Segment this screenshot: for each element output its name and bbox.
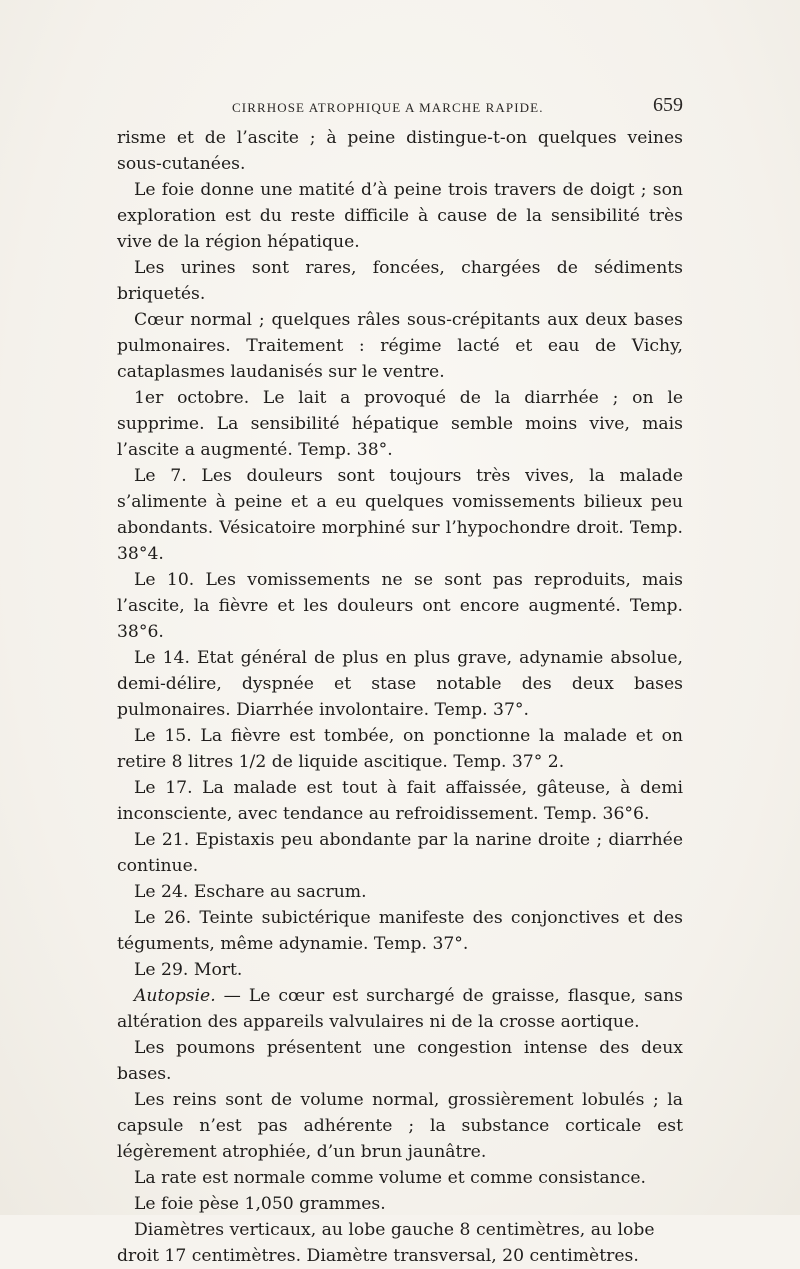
paragraph-le-7: Le 7. Les douleurs sont toujours très vives, la malade s’alimente à peine et a eu quelques vomissements bilieux peu abondants. Vésicatoire morphiné sur l’hypochondre droit. Temp. 38°4. bbox=[117, 466, 683, 564]
paragraph-le-17: Le 17. La malade est tout à fait affaissée, gâteuse, à demi inconsciente, avec tendance au refroidissement. Temp. 36°6. bbox=[117, 778, 683, 824]
paragraph-foie-matite: Le foie donne une matité d’à peine trois travers de doigt ; son exploration est du reste difficile à cause de la sensibilité très vive de la région hépatique. bbox=[117, 180, 683, 252]
paragraph-urines: Les urines sont rares, foncées, chargées de sédiments briquetés. bbox=[117, 258, 683, 304]
paragraph-foie-poids: Le foie pèse 1,050 grammes. bbox=[134, 1194, 386, 1214]
paragraph-reins: Les reins sont de volume normal, grossièrement lobulés ; la capsule n’est pas adhérente ; la substance corticale est légèrement atrophiée, d’un brun jaunâtre. bbox=[117, 1090, 683, 1162]
paragraph-le-14: Le 14. Etat général de plus en plus grave, adynamie absolue, demi-délire, dyspnée et stase notable des deux bases pulmonaires. Diarrhée involontaire. Temp. 37°. bbox=[117, 648, 683, 720]
paragraph-1er-octobre: 1er octobre. Le lait a provoqué de la diarrhée ; on le supprime. La sensibilité hépatique semble moins vive, mais l’ascite a augmenté. Temp. 38°. bbox=[117, 388, 683, 460]
paragraph-le-10: Le 10. Les vomissements ne se sont pas reproduits, mais l’ascite, la fièvre et les douleurs ont encore augmenté. Temp. 38°6. bbox=[117, 570, 683, 642]
paragraph-poumons: Les poumons présentent une congestion intense des deux bases. bbox=[117, 1038, 683, 1084]
paragraph-le-26: Le 26. Teinte subictérique manifeste des conjonctives et des téguments, même adynamie. Temp. 37°. bbox=[117, 908, 683, 954]
running-head bbox=[115, 94, 685, 122]
paragraph-diametres: Diamètres verticaux, au lobe gauche 8 centimètres, au lobe droit 17 centimètres. Diamètre transversal, 20 centimètres. bbox=[117, 1220, 655, 1266]
page-number: 659 bbox=[653, 94, 683, 116]
paragraph-le-24: Le 24. Eschare au sacrum. bbox=[134, 882, 367, 902]
autopsy-label: Autopsie. bbox=[134, 986, 216, 1006]
paragraph-autopsie bbox=[117, 983, 683, 1035]
running-title: CIRRHOSE ATROPHIQUE A MARCHE RAPIDE. bbox=[232, 100, 544, 115]
paragraph-le-15: Le 15. La fièvre est tombée, on ponctionne la malade et on retire 8 litres 1/2 de liquide ascitique. Temp. 37° 2. bbox=[117, 726, 683, 772]
body-text bbox=[117, 125, 683, 1269]
paragraph-le-29: Le 29. Mort. bbox=[134, 960, 243, 980]
autopsy-intro: — Le cœur est surchargé de graisse, flasque, sans altération des appareils valvulaires ni de la crosse aortique. bbox=[117, 986, 683, 1032]
paragraph-ascite: risme et de l’ascite ; à peine distingue-t-on quelques veines sous-cutanées. bbox=[117, 128, 683, 174]
paragraph-coeur-traitement: Cœur normal ; quelques râles sous-crépitants aux deux bases pulmonaires. Traitement : régime lacté et eau de Vichy, cataplasmes laudanisés sur le ventre. bbox=[117, 310, 683, 382]
paragraph-le-21: Le 21. Epistaxis peu abondante par la narine droite ; diarrhée continue. bbox=[117, 830, 683, 876]
paragraph-rate: La rate est normale comme volume et comme consistance. bbox=[134, 1168, 646, 1188]
